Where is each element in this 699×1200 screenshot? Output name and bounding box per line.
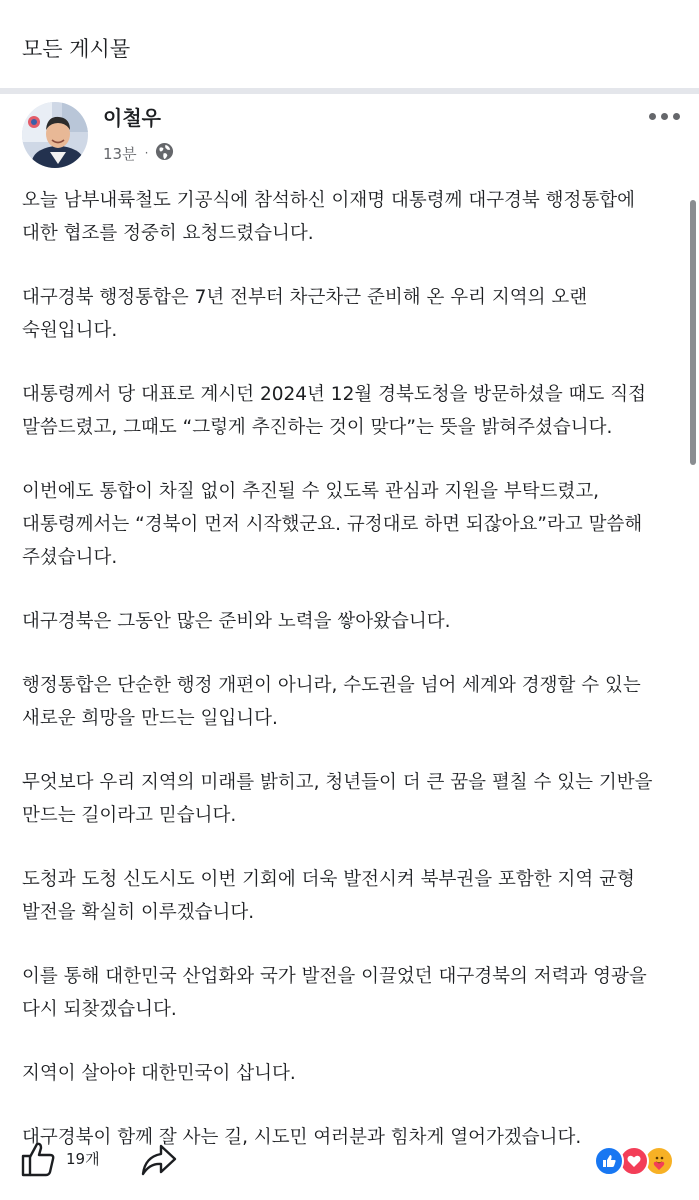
- share-arrow-icon: [140, 1163, 178, 1182]
- author-name[interactable]: 이철우: [103, 106, 161, 130]
- like-button[interactable]: [20, 1140, 56, 1178]
- post-paragraph: 대구경북 행정통합은 7년 전부터 차근차근 준비해 온 우리 지역의 오랜 숙원입니다.: [22, 287, 588, 341]
- thumbs-up-icon: [20, 1163, 56, 1182]
- post-actions: [0, 1138, 699, 1182]
- post-paragraph: 대구경북이 함께 잘 사는 길, 시도민 여러분과 힘차게 열어가겠습니다.: [22, 1127, 582, 1148]
- post-paragraph: 도청과 도청 신도시도 이번 기회에 더욱 발전시켜 북부권을 포함한 지역 균형 발전을 확실히 이루겠습니다.: [22, 869, 635, 923]
- post-paragraph: 오늘 남부내륙철도 기공식에 참석하신 이재명 대통령께 대구경북 행정통합에 대한 협조를 정중히 요청드렸습니다.: [22, 190, 636, 244]
- scrollbar[interactable]: [690, 200, 696, 465]
- more-dot: [673, 113, 680, 120]
- like-count: 19개: [66, 1150, 100, 1168]
- post-paragraph: 무엇보다 우리 지역의 미래를 밝히고, 청년들이 더 큰 꿈을 펼칠 수 있는 기반을 만드는 길이라고 믿습니다.: [22, 772, 653, 826]
- post-time[interactable]: 13분: [103, 144, 137, 163]
- post-body: [22, 184, 682, 1185]
- share-button[interactable]: [140, 1142, 178, 1178]
- post-paragraph: 지역이 살아야 대한민국이 삽니다.: [22, 1063, 296, 1084]
- author-avatar[interactable]: [22, 102, 88, 168]
- post-paragraph: 대구경북은 그동안 많은 준비와 노력을 쌓아왔습니다.: [22, 611, 451, 632]
- post-paragraph: 행정통합은 단순한 행정 개편이 아니라, 수도권을 넘어 세계와 경쟁할 수 있는 새로운 희망을 만드는 일입니다.: [22, 675, 641, 729]
- like-reaction-icon: [594, 1146, 624, 1176]
- section-title: 모든 게시물: [22, 37, 131, 61]
- post-meta: [103, 141, 174, 165]
- post-paragraph: 이번에도 통합이 차질 없이 추진될 수 있도록 관심과 지원을 부탁드렸고, 대통령께서는 “경북이 먼저 시작했군요. 규정대로 하면 되잖아요”라고 말씀해 주셨습니다.: [22, 481, 643, 568]
- meta-separator: ·: [144, 146, 149, 160]
- post-paragraph: 대통령께서 당 대표로 계시던 2024년 12월 경북도청을 방문하셨을 때도 직접 말씀드렸고, 그때도 “그렇게 추진하는 것이 맞다”는 뜻을 밝혀주셨습니다.: [22, 384, 646, 438]
- more-options-button[interactable]: [644, 104, 684, 128]
- more-dot: [649, 113, 656, 120]
- globe-icon: [155, 142, 174, 165]
- section-divider: [0, 88, 699, 94]
- reaction-summary[interactable]: [594, 1142, 684, 1178]
- post-paragraph: 이를 통해 대한민국 산업화와 국가 발전을 이끌었던 대구경북의 저력과 영광을 다시 되찾겠습니다.: [22, 966, 647, 1020]
- more-dot: [661, 113, 668, 120]
